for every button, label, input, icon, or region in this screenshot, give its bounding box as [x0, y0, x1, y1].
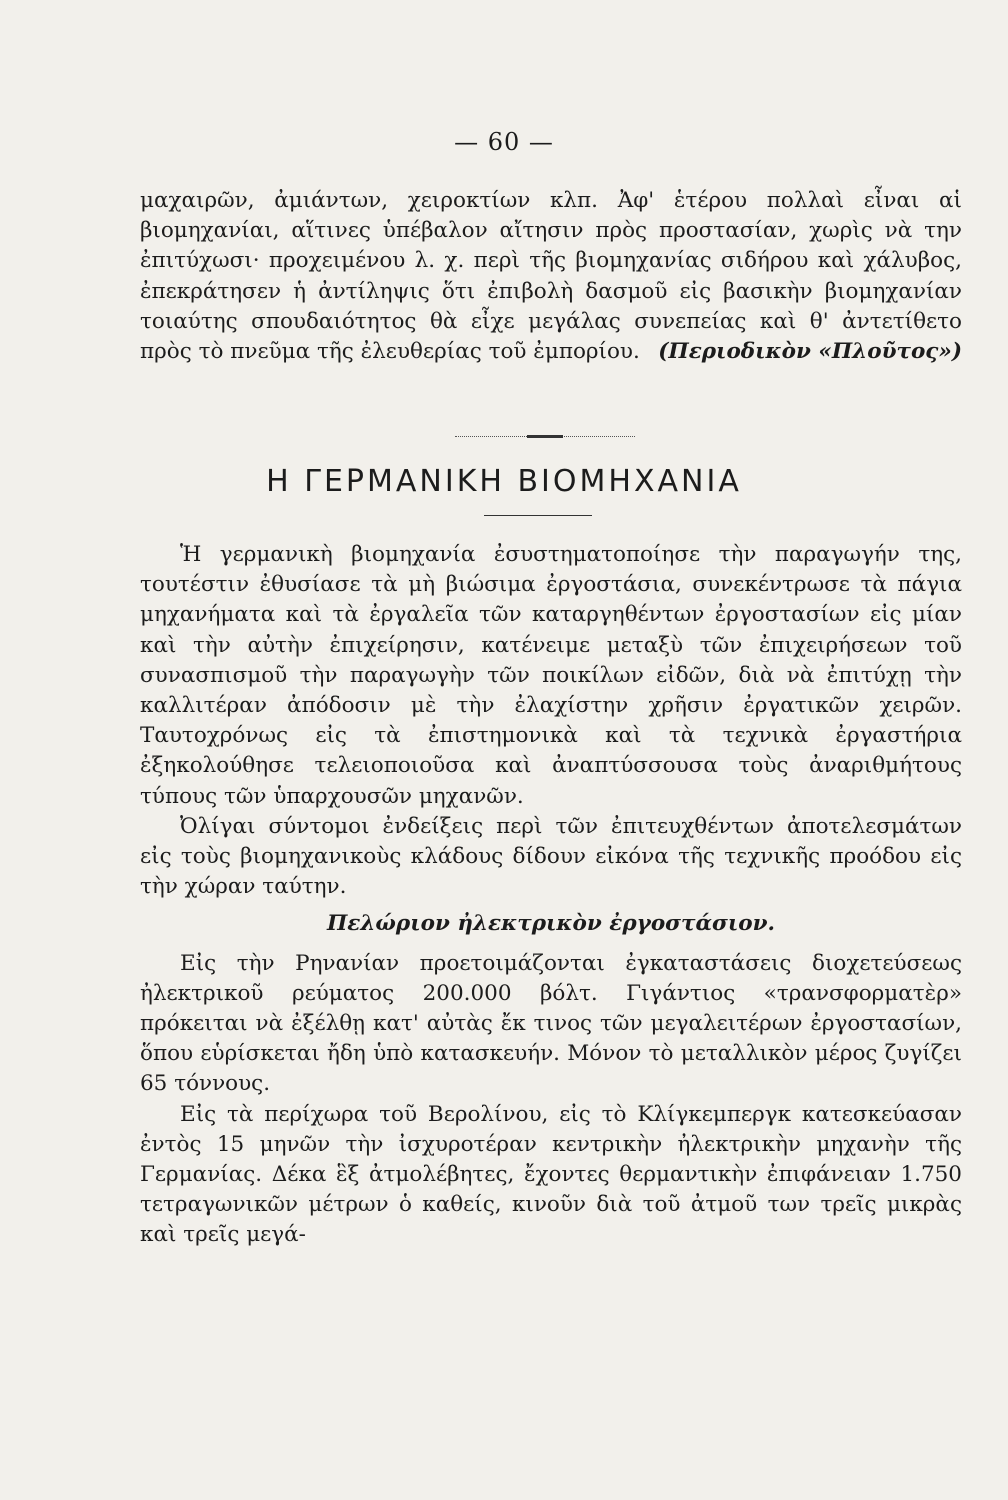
article-paragraph-2: Ὀλίγαι σύντομοι ἐνδείξεις περὶ τῶν ἐπιτευχθέντων ἀποτελεσμάτων εἰς τοὺς βιομηχανικοὺς κλάδους δίδουν εἰκόνα τῆς τεχνικῆς προόδου εἰς τὴν χώραν ταύτην. [140, 813, 962, 900]
article-source: (Περιοδικὸν «Πλοῦτος») [658, 339, 962, 365]
previous-article-ending [140, 186, 962, 367]
article-paragraph-1: Ἡ γερμανικὴ βιομηχανία ἐσυστηματοποίησε τὴν παραγωγήν της, τουτέστιν ἐθυσίασε τὰ μὴ βιώσιμα ἐργοστάσια, συνεκέντρωσε τὰ πάγια μηχανήματα καὶ τὰ ἐργαλεῖα τῶν καταργηθέντων ἐργοστασίων εἰς μίαν καὶ τὴν αὐτὴν ἐπιχείρησιν, κατένειμε μεταξὺ τῶν ἐπιχειρήσεων τοῦ συνασπισμοῦ τὴν παραγωγὴν τῶν ποικίλων εἰδῶν, διὰ νὰ ἐπιτύχῃ τὴν καλλιτέραν ἀπόδοσιν μὲ τὴν ἐλαχίστην χρῆσιν ἐργατικῶν χειρῶν. Ταυτοχρόνως εἰς τὰ ἐπιστημονικὰ καὶ τὰ τεχνικὰ ἐργαστήρια ἐξηκολούθησε τελειοποιοῦσα καὶ ἀναπτύσσουσα τοὺς ἀναριθμήτους τύπους τῶν ὑπαρχουσῶν μηχανῶν. [140, 542, 962, 809]
article-body [140, 540, 962, 1251]
previous-article-paragraph [140, 186, 962, 367]
article-paragraph-4: Εἰς τὰ περίχωρα τοῦ Βερολίνου, εἰς τὸ Κλίγκεμπεργκ κατεσκεύασαν ἐντὸς 15 μηνῶν τὴν ἰσχυροτέραν κεντρικὴν ἠλεκτρικὴν μηχανὴν τῆς Γερμανίας. Δέκα ἓξ ἀτμολέβητες, ἔχοντες θερμαντικὴν ἐπιφάνειαν 1.750 τετραγωνικῶν μέτρων ὁ καθείς, κινοῦν διὰ τοῦ ἀτμοῦ των τρεῖς μικρὰς καὶ τρεῖς μεγά- [140, 1101, 962, 1248]
article-paragraph-3: Εἰς τὴν Ρηνανίαν προετοιμάζονται ἐγκαταστάσεις διοχετεύσεως ἠλεκτρικοῦ ρεύματος 200.000 βόλτ. Γιγάντιος «τρανσφορματὲρ» πρόκειται νὰ ἐξέλθῃ κατ' αὐτὰς ἔκ τινος τῶν μεγαλειτέρων ἐργοστασίων, ὅπου εὑρίσκεται ἤδη ὑπὸ κατασκευήν. Μόνον τὸ μεταλλικὸν μέρος ζυγίζει 65 τόννους. [140, 950, 962, 1097]
title-underline [484, 515, 592, 516]
page-number: — 60 — [454, 128, 554, 156]
previous-article-text: μαχαιρῶν, ἀμιάντων, χειροκτίων κλπ. Ἀφ' ἑτέρου πολλαὶ εἶναι αἱ βιομηχανίαι, αἵτινες ὑπέβαλον αἴτησιν πρὸς προστασίαν, χωρὶς νὰ την ἐπιτύχωσι· προχειμένου λ. χ. περὶ τῆς βιομηχανίας σιδήρου καὶ χάλυβος, ἐπεκράτησεν ἡ ἀντίληψις ὅτι ἐπιβολὴ δασμοῦ εἰς βασικὴν βιομηχανίαν τοιαύτης σπουδαιότητος θὰ εἶχε μεγάλας συνεπείας καὶ θ' ἀντετίθετο πρὸς τὸ πνεῦμα τῆς ἐλευθερίας τοῦ ἐμπορίου. [140, 188, 962, 365]
divider-dash [527, 435, 563, 438]
article-title: Η ΓΕΡΜΑΝΙΚΗ ΒΙΟΜΗΧΑΝΙΑ [266, 464, 742, 499]
article-subheading: Πελώριον ἠλεκτρικὸν ἐργοστάσιον. [326, 911, 776, 937]
section-divider [455, 436, 635, 437]
